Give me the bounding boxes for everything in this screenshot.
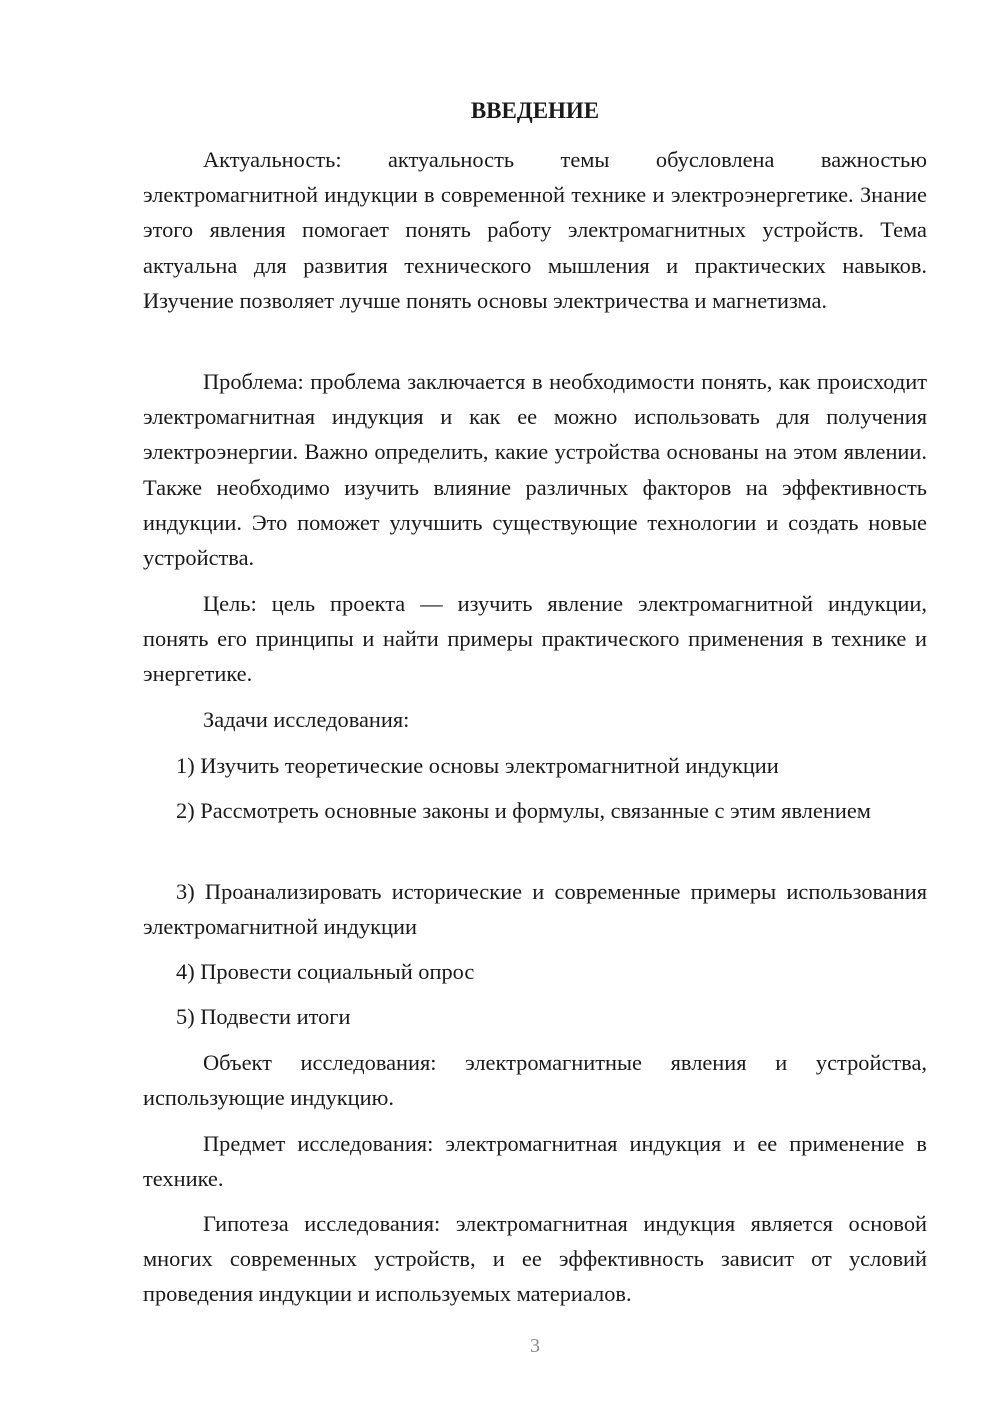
goal-paragraph: Цель: цель проекта — изучить явление электромагнитной индукции, понять его принципы и найти примеры практического применения в технике и энергетике.	[143, 591, 927, 687]
task-item-3: 3) Проанализировать исторические и современные примеры использования электромагнитной индукции	[143, 879, 927, 940]
task-item-5: 5) Подвести итоги	[176, 1004, 351, 1029]
page-number: 3	[530, 1335, 540, 1357]
relevance-paragraph: Актуальность: актуальность темы обусловлена важностью электромагнитной индукции в современной технике и электроэнергетике. Знание этого явления помогает понять работу электромагнитных устройств. Тема актуальна для развития технического мышления и практических навыков. Изучение позволяет лучше понять основы электричества и магнетизма.	[143, 147, 927, 313]
hypothesis-paragraph: Гипотеза исследования: электромагнитная индукция является основой многих современных устройств, и ее эффективность зависит от условий проведения индукции и используемых материалов.	[143, 1211, 927, 1307]
tasks-title: Задачи исследования:	[203, 707, 410, 732]
task-item-4: 4) Провести социальный опрос	[176, 959, 475, 984]
object-paragraph: Объект исследования: электромагнитные явления и устройства, использующие индукцию.	[143, 1050, 927, 1111]
problem-paragraph: Проблема: проблема заключается в необходимости понять, как происходит электромагнитная индукция и как ее можно использовать для получения электроэнергии. Важно определить, какие устройства основаны на этом явлении. Также необходимо изучить влияние различных факторов на эффективность индукции. Это поможет улучшить существующие технологии и создать новые устройства.	[143, 369, 927, 571]
task-item-2: 2) Рассмотреть основные законы и формулы, связанные с этим явлением	[176, 798, 871, 823]
subject-paragraph: Предмет исследования: электромагнитная индукция и ее применение в технике.	[143, 1131, 927, 1192]
page-title: ВВЕДЕНИЕ	[470, 98, 600, 123]
task-item-1: 1) Изучить теоретические основы электромагнитной индукции	[176, 753, 779, 778]
